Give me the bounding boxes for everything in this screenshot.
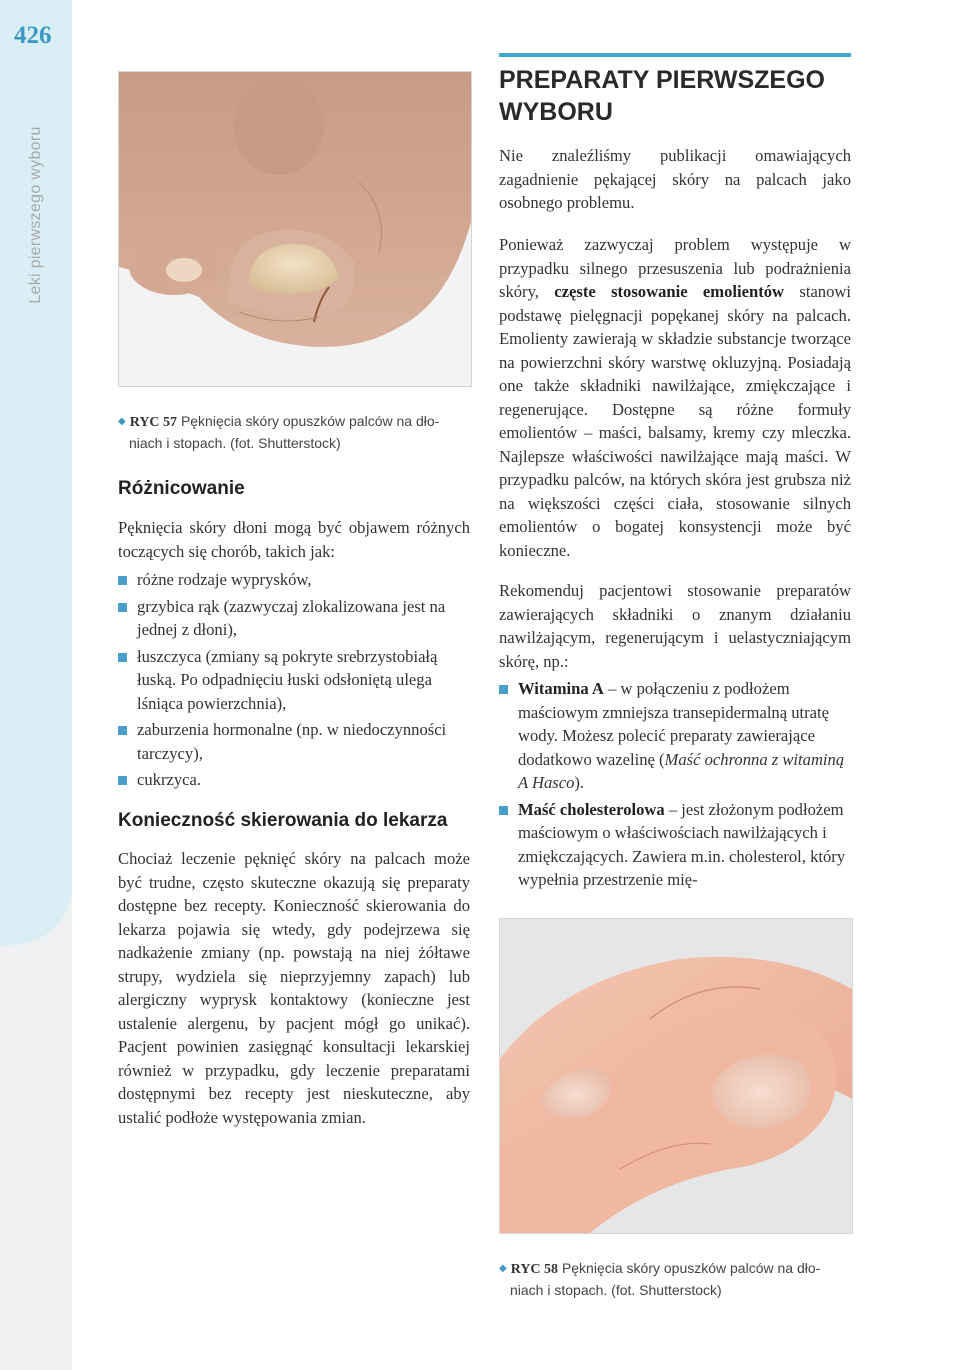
first-choice-p3: Rekomenduj pacjentowi stosowanie preparatów zawierających składniki o znanym działaniu nawilżającym, regenerującym i uelastyczniającym skórę, np.:	[499, 581, 851, 671]
section-title: PREPARATY PIERWSZEGO WYBORU	[499, 66, 825, 126]
differentiation-intro: Pęknięcia skóry dłoni mogą być objawem różnych toczących się chorób, takich jak:	[118, 518, 470, 561]
list-item: łuszczyca (zmiany są pokryte srebrzystobiałą łuską. Po odpadnięciu łuski odsłoniętą ulega lśniąca powierzchnia),	[118, 645, 470, 716]
list-item-vitamin-a: Witamina A – w połączeniu z podłożem maściowym zmniejsza transepidermalną utratę wody. Możesz polecić preparaty zawierające dodatkowo wazelinę (Maść ochronna z witaminą A Hasco).	[499, 677, 851, 795]
section-heading-differentiation: Różnicowanie	[118, 478, 245, 499]
figure-label: RYC 57	[129, 415, 178, 430]
caption-text: niach i stopach. (fot. Shutterstock)	[510, 1282, 722, 1298]
page-margin	[0, 0, 72, 1370]
caption-text: Pęknięcia skóry opuszków palców na dło-	[180, 413, 440, 429]
first-choice-p1: Nie znaleźliśmy publikacji omawiających zagadnienie pękającej skóry na palcach jako osobnego problemu.	[499, 146, 851, 212]
list-item: różne rodzaje wyprysków,	[118, 568, 470, 592]
list-item-cholesterol-ointment: Maść cholesterolowa – jest złożonym podłożem maściowym o właściwościach nawilżających i zmiękczających. Zawiera m.in. cholesterol, który wypełnia przestrzenie mię-	[499, 798, 851, 892]
first-choice-p2: Ponieważ zazwyczaj problem występuje w przypadku silnego przesuszenia lub podrażnienia skóry, częste stosowanie emolientów stanowi podstawę pielęgnacji popękanej skóry na palcach. Emolienty zawierają w składzie substancje tworzące na powierzchni skóry warstwę okluzyjną. Posiadają one także składniki nawilżające, zmiękczające i regenerujące. Dostępne są różne formuły emolientów – maści, balsamy, kremy czy mleczka. Najlepsze właściwości nawilżające mają maści. W przypadku palców, na których skóra jest grubsza niż na większości części ciała, stosowanie silnych emolientów o bogatej konsystencji może być konieczne.	[499, 235, 851, 560]
section-accent-line	[499, 53, 851, 57]
list-item: cukrzyca.	[118, 768, 470, 792]
running-head: Leki pierwszego wyboru	[27, 126, 44, 304]
caption-text: Pęknięcia skóry opuszków palców na dło-	[561, 1260, 821, 1276]
figure-58-caption	[499, 1258, 851, 1300]
list-item: grzybica rąk (zazwyczaj zlokalizowana jest na jednej z dłoni),	[118, 595, 470, 642]
differentiation-list	[118, 568, 470, 792]
caption-bullet-icon: ◆	[499, 1263, 507, 1274]
figure-57-photo	[118, 71, 472, 387]
referral-text: Chociaż leczenie pęknięć skóry na palcach może być trudne, często skuteczne okazują się preparaty dostępne bez recepty. Konieczność skierowania do lekarza pojawia się wtedy, gdy podejrzewa się nadkażenie zmiany (np. powstają na niej żółtawe strupy, wydziela się nieprzyjemny zapach) lub alergiczny wyprysk kontaktowy (konieczne jest ustalenie alergenu, by pacjent mógł go unikać). Pacjent powinien zasięgnąć konsultacji lekarskiej również w przypadku, gdy leczenie preparatami dostępnymi bez recepty jest nieskuteczne, aby ustalić podłoże występowania zmian.	[118, 849, 470, 1127]
list-item: zaburzenia hormonalne (np. w niedoczynności tarczycy),	[118, 718, 470, 765]
emphasis-emollients: częste stosowanie emolientów	[554, 282, 785, 301]
recommendation-list	[499, 677, 851, 892]
section-heading-referral: Konieczność skierowania do lekarza	[118, 810, 448, 831]
caption-bullet-icon: ◆	[118, 416, 126, 427]
caption-text: niach i stopach. (fot. Shutterstock)	[129, 435, 341, 451]
page-number: 426	[14, 22, 52, 49]
figure-57-caption	[118, 411, 470, 453]
figure-58-photo	[499, 918, 853, 1234]
figure-label: RYC 58	[510, 1262, 559, 1277]
